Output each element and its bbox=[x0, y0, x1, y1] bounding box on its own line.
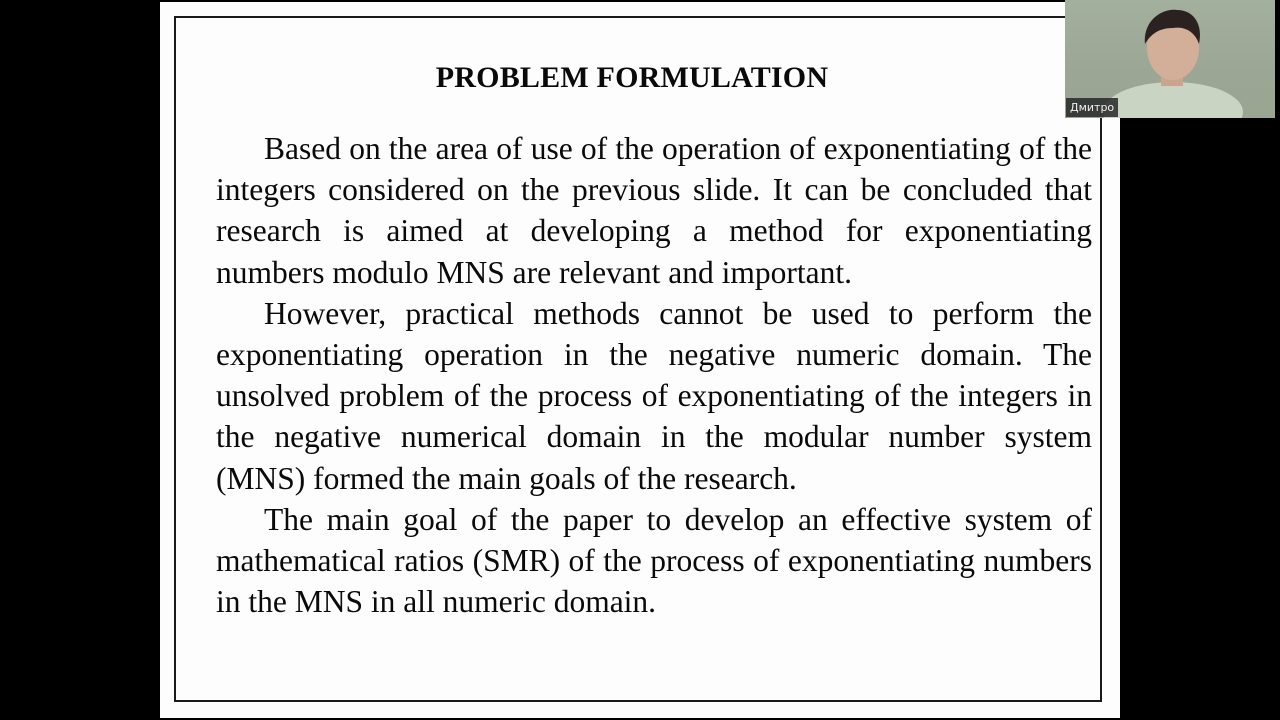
participant-name-label: Дмитро bbox=[1066, 98, 1118, 117]
slide-title: PROBLEM FORMULATION bbox=[435, 61, 829, 94]
participant-video-thumbnail[interactable] bbox=[1065, 0, 1275, 118]
paragraph-main-goal: The main goal of the paper to develop an effective system of mathematical ratios (SMR) of the process of exponentiating numbers in the MNS in all numeric domain. bbox=[216, 501, 1092, 620]
slide-border-frame bbox=[174, 16, 1102, 702]
paragraph-unsolved-problem: However, practical methods cannot be used to perform the exponentiating operation in the negative numeric domain. The unsolved problem of the process of exponentiating of the integers in the negative numerical domain in the modular number system (MNS) formed the main goals of the research. bbox=[216, 295, 1092, 496]
paragraph-area-of-use: Based on the area of use of the operation of exponentiating of the integers considered on the previous slide. It can be concluded that research is aimed at developing a method for exponentiating numbers modulo MNS are relevant and important. bbox=[216, 131, 1092, 290]
presentation-slide bbox=[160, 2, 1120, 718]
slide-body bbox=[216, 128, 1092, 622]
participant-video-feed bbox=[1095, 4, 1255, 118]
